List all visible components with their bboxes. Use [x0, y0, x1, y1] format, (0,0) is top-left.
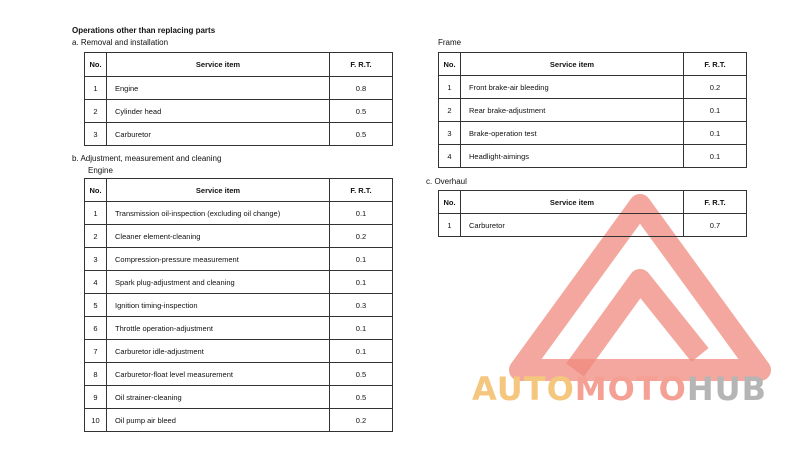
row-no: 2 — [85, 225, 107, 248]
row-no: 4 — [85, 271, 107, 294]
row-no: 9 — [85, 386, 107, 409]
row-frt: 0.2 — [684, 76, 747, 99]
col-no-header: No. — [85, 53, 107, 77]
col-no-header: No. — [439, 53, 461, 76]
engine-adjustment-table — [84, 178, 393, 432]
row-frt: 0.1 — [330, 248, 393, 271]
row-item: Throttle operation-adjustment — [107, 317, 330, 340]
table-row — [85, 225, 393, 248]
row-frt: 0.1 — [330, 202, 393, 225]
row-frt: 0.7 — [684, 214, 747, 237]
row-frt: 0.5 — [330, 386, 393, 409]
col-item-header: Service item — [461, 191, 684, 214]
row-item: Spark plug-adjustment and cleaning — [107, 271, 330, 294]
watermark-part-hub: HUB — [686, 370, 768, 408]
col-frt-header: F. R.T. — [330, 179, 393, 202]
table-header-row — [439, 191, 747, 214]
watermark-part-auto: AUTO — [472, 370, 575, 408]
row-no: 10 — [85, 409, 107, 432]
row-item: Engine — [107, 77, 330, 100]
row-item: Brake-operation test — [461, 122, 684, 145]
row-frt: 0.1 — [330, 271, 393, 294]
row-no: 1 — [439, 76, 461, 99]
section-b-subheading: Engine — [88, 166, 113, 175]
table-row — [85, 100, 393, 123]
table-header-row — [85, 53, 393, 77]
row-no: 3 — [85, 123, 107, 146]
row-no: 1 — [85, 202, 107, 225]
table-row — [439, 145, 747, 168]
table-row — [85, 386, 393, 409]
row-no: 8 — [85, 363, 107, 386]
table-row — [85, 340, 393, 363]
watermark-part-moto: MOTO — [574, 370, 687, 408]
row-item: Carburetor-float level measurement — [107, 363, 330, 386]
row-frt: 0.1 — [684, 99, 747, 122]
row-no: 5 — [85, 294, 107, 317]
row-no: 1 — [85, 77, 107, 100]
col-item-header: Service item — [107, 179, 330, 202]
page-title: Operations other than replacing parts — [72, 26, 216, 35]
removal-table — [84, 52, 393, 146]
watermark-text — [472, 370, 767, 408]
row-item: Carburetor idle-adjustment — [107, 340, 330, 363]
row-item: Oil strainer-cleaning — [107, 386, 330, 409]
col-no-header: No. — [439, 191, 461, 214]
table-row — [85, 363, 393, 386]
row-frt: 0.5 — [330, 363, 393, 386]
row-item: Oil pump air bleed — [107, 409, 330, 432]
row-item: Transmission oil-inspection (excluding oil change) — [107, 202, 330, 225]
row-frt: 0.5 — [330, 100, 393, 123]
row-frt: 0.5 — [330, 123, 393, 146]
col-frt-header: F. R.T. — [684, 191, 747, 214]
row-no: 6 — [85, 317, 107, 340]
frame-heading: Frame — [438, 38, 462, 47]
table-row — [439, 99, 747, 122]
row-item: Headlight-aimings — [461, 145, 684, 168]
col-item-header: Service item — [107, 53, 330, 77]
row-item: Front brake-air bleeding — [461, 76, 684, 99]
row-item: Carburetor — [107, 123, 330, 146]
row-frt: 0.3 — [330, 294, 393, 317]
section-c-heading: c. Overhaul — [426, 177, 467, 186]
row-frt: 0.8 — [330, 77, 393, 100]
row-no: 7 — [85, 340, 107, 363]
col-frt-header: F. R.T. — [684, 53, 747, 76]
table-row — [85, 202, 393, 225]
row-frt: 0.1 — [330, 317, 393, 340]
row-item: Cleaner element-cleaning — [107, 225, 330, 248]
row-frt: 0.2 — [330, 225, 393, 248]
row-no: 3 — [85, 248, 107, 271]
row-item: Carburetor — [461, 214, 684, 237]
table-header-row — [439, 53, 747, 76]
frame-table — [438, 52, 747, 168]
col-no-header: No. — [85, 179, 107, 202]
section-a-heading: a. Removal and installation — [72, 38, 169, 47]
row-no: 1 — [439, 214, 461, 237]
col-item-header: Service item — [461, 53, 684, 76]
table-row — [439, 122, 747, 145]
row-frt: 0.1 — [330, 340, 393, 363]
row-no: 3 — [439, 122, 461, 145]
row-item: Rear brake-adjustment — [461, 99, 684, 122]
table-header-row — [85, 179, 393, 202]
row-item: Compression-pressure measurement — [107, 248, 330, 271]
table-row — [85, 294, 393, 317]
row-no: 2 — [85, 100, 107, 123]
table-row — [439, 76, 747, 99]
row-no: 2 — [439, 99, 461, 122]
table-row — [85, 248, 393, 271]
row-frt: 0.2 — [330, 409, 393, 432]
row-item: Cylinder head — [107, 100, 330, 123]
table-row — [85, 317, 393, 340]
section-b-heading: b. Adjustment, measurement and cleaning — [72, 154, 222, 163]
col-frt-header: F. R.T. — [330, 53, 393, 77]
table-row — [85, 271, 393, 294]
row-frt: 0.1 — [684, 145, 747, 168]
table-row — [85, 77, 393, 100]
row-frt: 0.1 — [684, 122, 747, 145]
table-row — [439, 214, 747, 237]
table-row — [85, 123, 393, 146]
row-no: 4 — [439, 145, 461, 168]
row-item: Ignition timing-inspection — [107, 294, 330, 317]
overhaul-table — [438, 190, 747, 237]
table-row — [85, 409, 393, 432]
